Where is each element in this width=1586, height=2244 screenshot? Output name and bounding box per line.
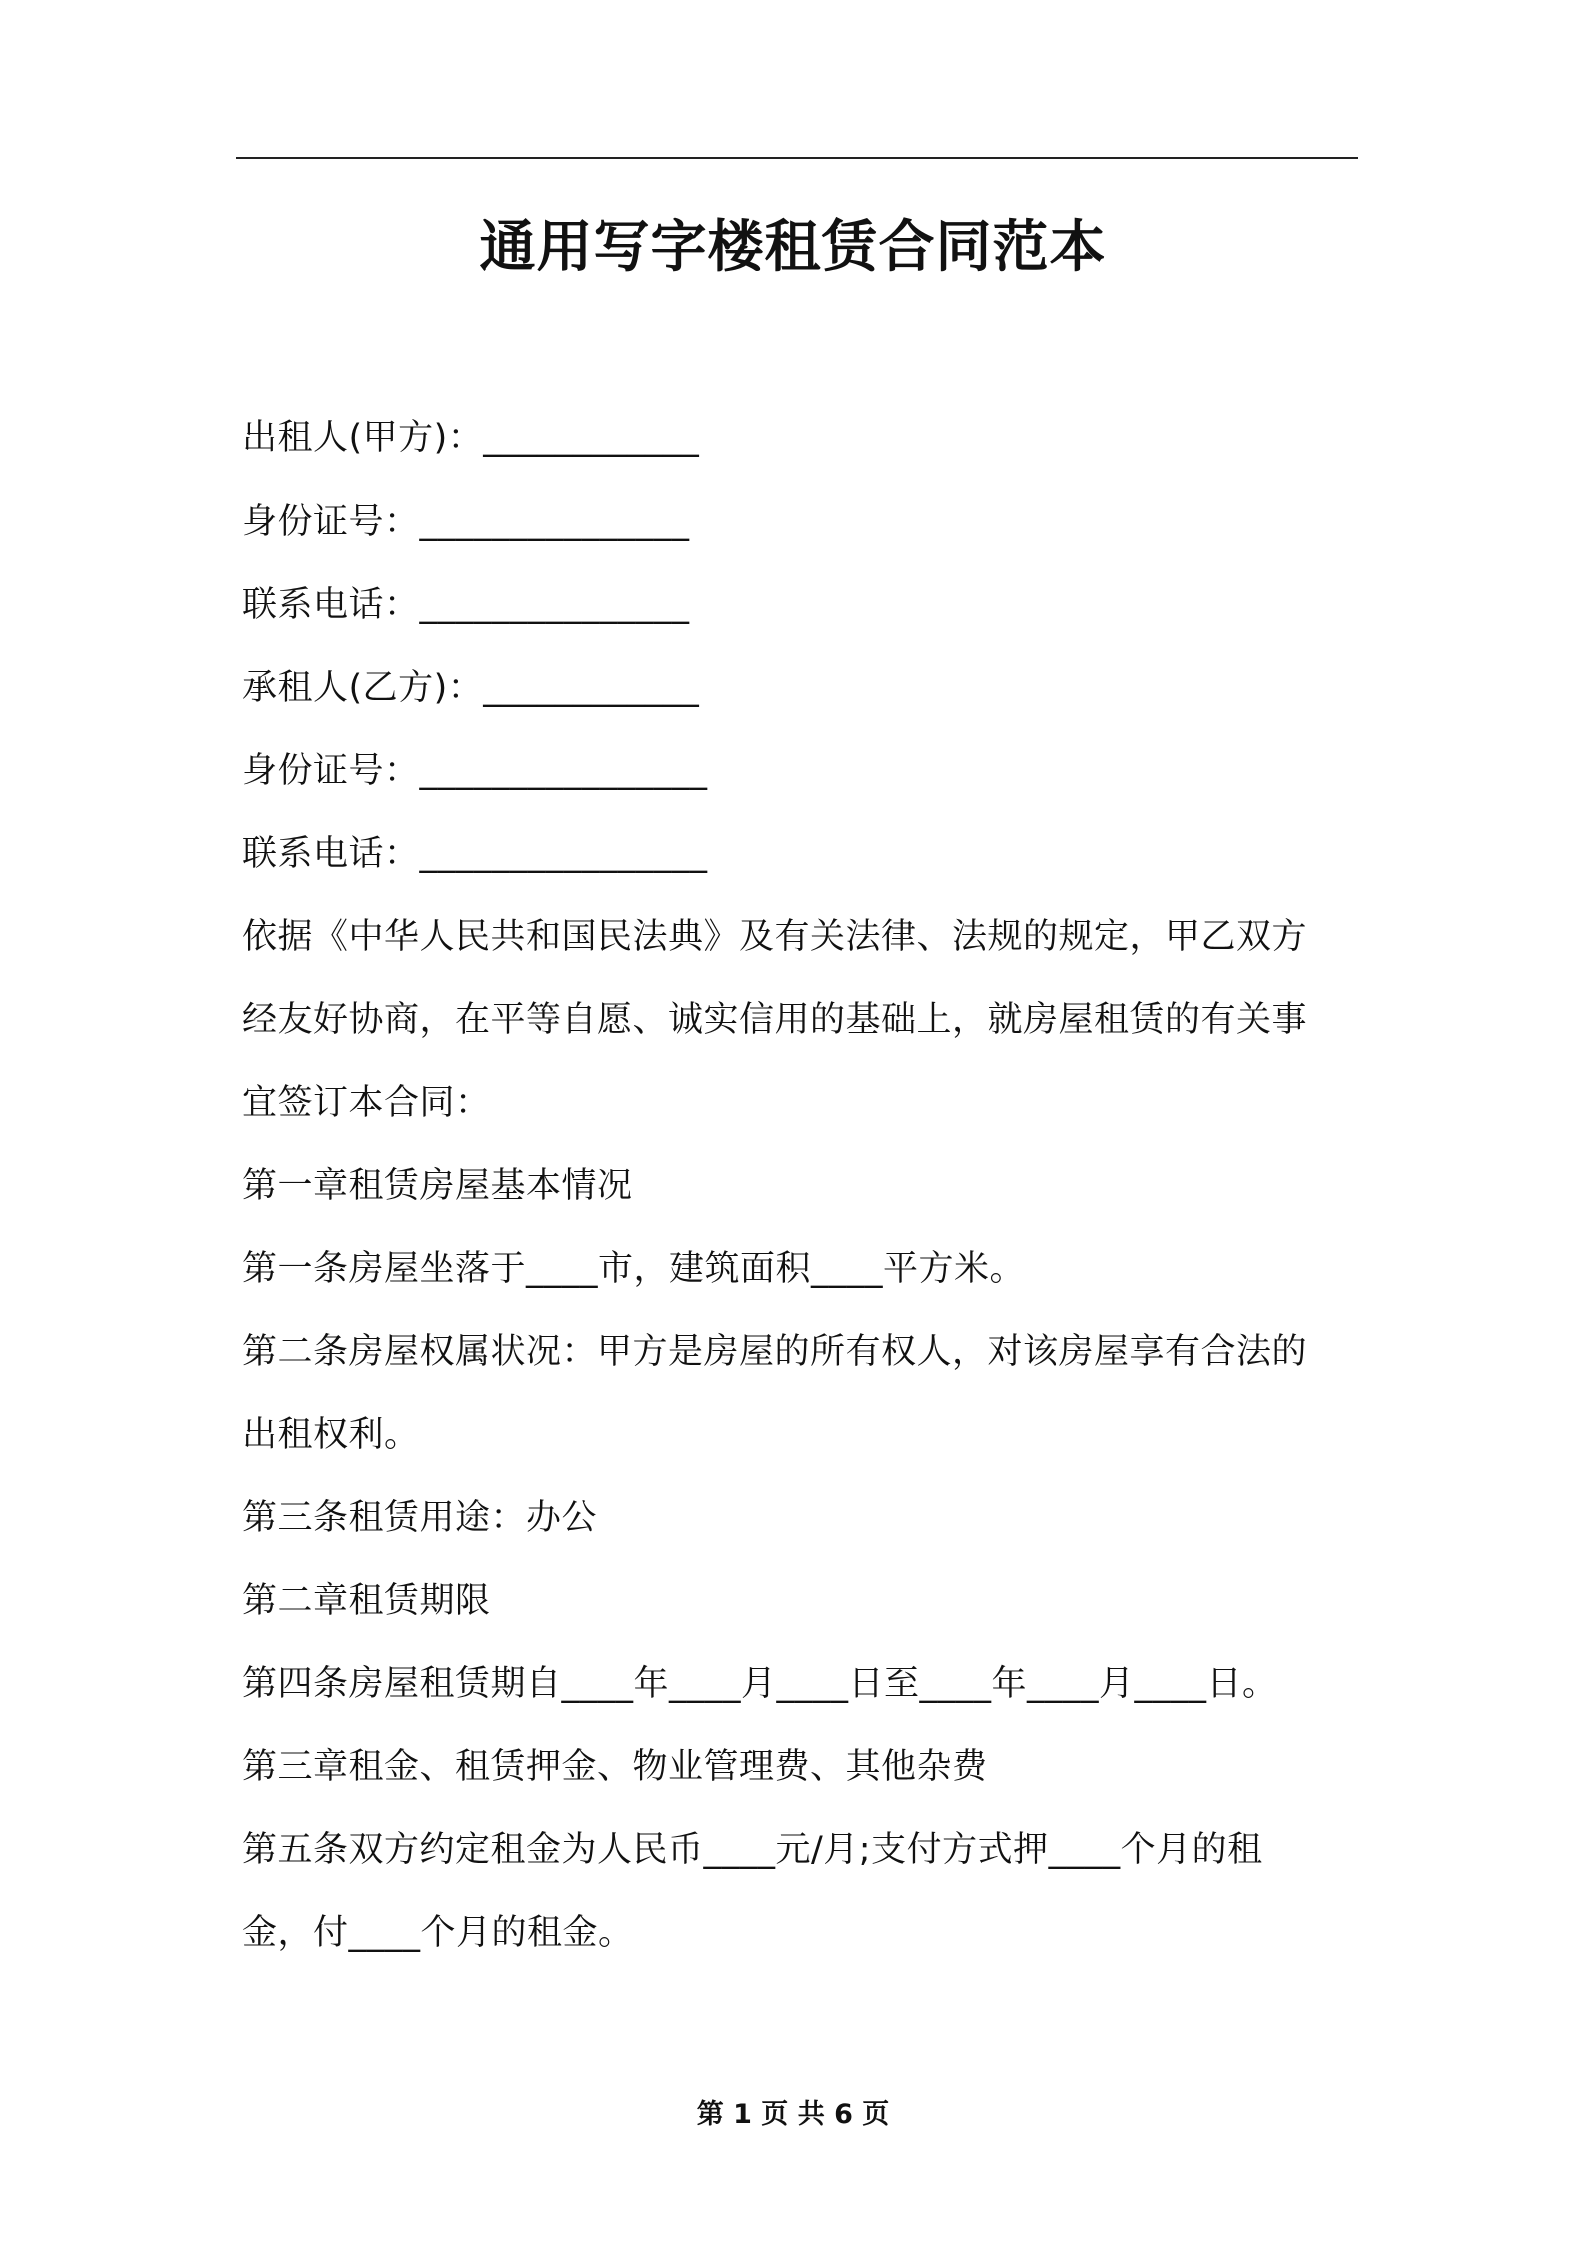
article-5-line-1: 第五条双方约定租金为人民币____元/月;支付方式押____个月的租 xyxy=(242,1830,1263,1870)
article-5-line-2: 金，付____个月的租金。 xyxy=(242,1913,634,1953)
lessor-id-field: 身份证号：_______________ xyxy=(242,502,690,542)
article-2-line-2: 出租权利。 xyxy=(242,1415,420,1455)
chapter-1-heading: 第一章租赁房屋基本情况 xyxy=(242,1166,633,1206)
lessee-field: 承租人(乙方)：____________ xyxy=(242,668,700,708)
article-3: 第三条租赁用途：办公 xyxy=(242,1498,598,1538)
article-2-line-1: 第二条房屋权属状况：甲方是房屋的所有权人，对该房屋享有合法的 xyxy=(242,1332,1308,1372)
chapter-2-heading: 第二章租赁期限 xyxy=(242,1581,491,1621)
header-rule xyxy=(236,157,1358,159)
lessee-phone-field: 联系电话：________________ xyxy=(242,834,708,874)
document-title: 通用写字楼租赁合同范本 xyxy=(479,215,1107,280)
lessor-field: 出租人(甲方)：____________ xyxy=(242,418,700,458)
chapter-3-heading: 第三章租金、租赁押金、物业管理费、其他杂费 xyxy=(242,1747,988,1787)
lessee-id-field: 身份证号：________________ xyxy=(242,751,708,791)
lessor-phone-field: 联系电话：_______________ xyxy=(242,585,690,625)
article-1: 第一条房屋坐落于____市，建筑面积____平方米。 xyxy=(242,1249,1026,1289)
preamble-line-2: 经友好协商，在平等自愿、诚实信用的基础上，就房屋租赁的有关事 xyxy=(242,1000,1308,1040)
preamble-line-3: 宜签订本合同： xyxy=(242,1083,491,1123)
article-4: 第四条房屋租赁期自____年____月____日至____年____月____日。 xyxy=(242,1664,1278,1704)
preamble-line-1: 依据《中华人民共和国民法典》及有关法律、法规的规定，甲乙双方 xyxy=(242,917,1308,957)
page-footer: 第 1 页 共 6 页 xyxy=(696,2099,890,2130)
